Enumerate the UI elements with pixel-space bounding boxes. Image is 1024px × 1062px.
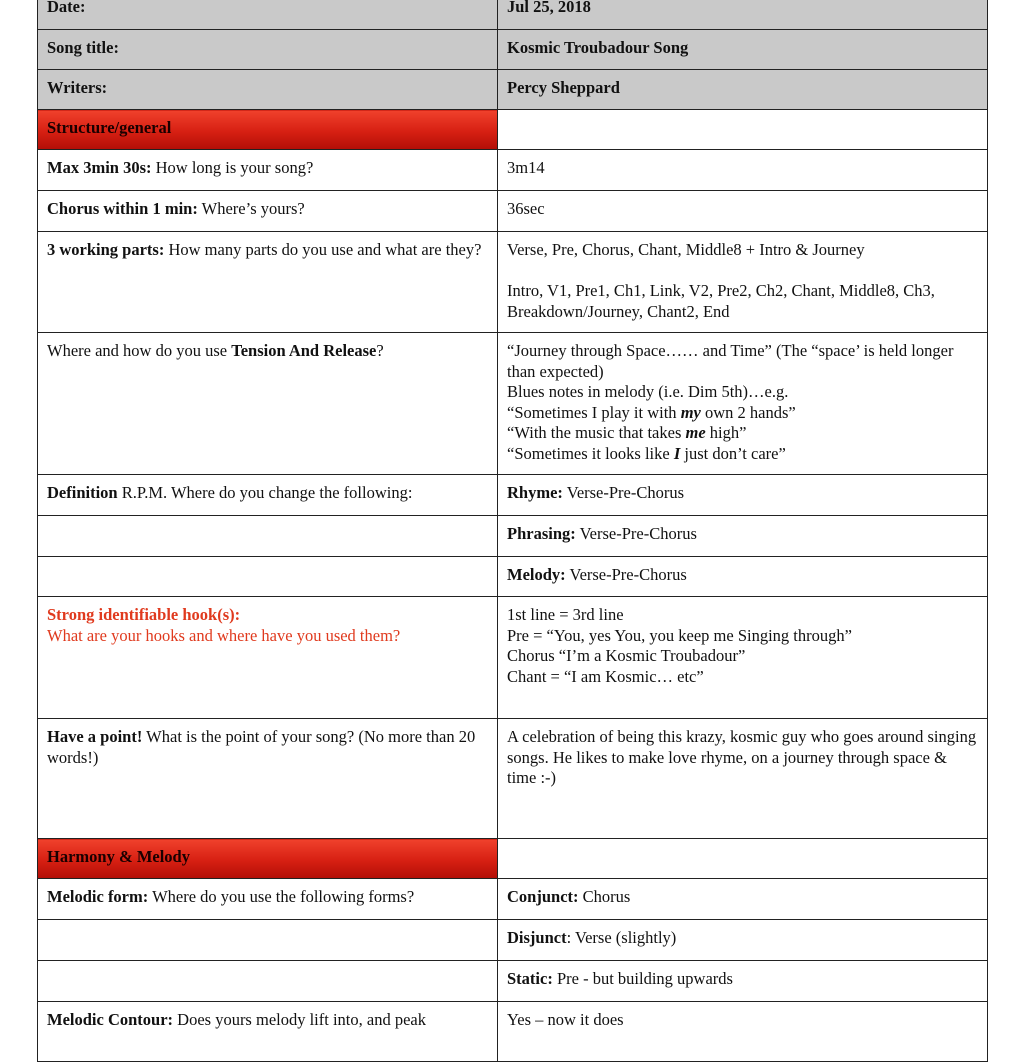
paragraph-gap bbox=[507, 261, 978, 282]
rpm-prompt: R.P.M. Where do you change the following: bbox=[117, 483, 413, 502]
chorus-timing-question bbox=[38, 191, 498, 232]
rpm-phrasing-row bbox=[38, 516, 988, 557]
hooks-criterion: Strong identifiable hook(s): bbox=[47, 605, 241, 624]
conjunct-value: Chorus bbox=[578, 887, 631, 906]
hooks-answer-line: Chorus “I’m a Kosmic Troubadour” bbox=[507, 646, 746, 665]
empty-question-cell bbox=[38, 516, 498, 557]
static-value: Pre - but building upwards bbox=[552, 969, 733, 988]
working-parts-answer-line: Verse, Pre, Chorus, Chant, Middle8 + Intro & Journey bbox=[507, 240, 865, 259]
working-parts-prompt: How many parts do you use and what are they? bbox=[164, 240, 482, 259]
writers-value: Percy Sheppard bbox=[498, 70, 988, 110]
section-empty-cell bbox=[498, 110, 988, 150]
hooks-answer bbox=[498, 597, 988, 719]
tension-criterion: Tension And Release bbox=[231, 341, 377, 360]
melody-value: Verse-Pre-Chorus bbox=[565, 565, 687, 584]
lyric-text: high” bbox=[705, 423, 747, 442]
lyric-emphasis: I bbox=[673, 443, 681, 463]
melodic-form-question bbox=[38, 879, 498, 920]
point-criterion: Have a point! bbox=[47, 727, 143, 746]
tension-release-row bbox=[38, 333, 988, 475]
empty-question-cell bbox=[38, 961, 498, 1002]
melody-answer bbox=[498, 557, 988, 597]
max-length-question bbox=[38, 150, 498, 191]
tension-prompt-start: Where and how do you use bbox=[47, 341, 232, 360]
disjunct-label: Disjunct bbox=[507, 928, 567, 947]
hooks-question bbox=[38, 597, 498, 719]
static-answer bbox=[498, 961, 988, 1002]
tension-answer-line: Blues notes in melody (i.e. Dim 5th)…e.g. bbox=[507, 382, 789, 401]
rpm-rhyme-row bbox=[38, 475, 988, 516]
disjunct-value: : Verse (slightly) bbox=[566, 928, 677, 947]
writers-label: Writers: bbox=[38, 70, 498, 110]
hooks-prompt: What are your hooks and where have you used them? bbox=[47, 625, 401, 645]
max-length-criterion: Max 3min 30s: bbox=[47, 158, 152, 177]
lyric-emphasis: my bbox=[680, 402, 701, 422]
phrasing-label: Phrasing: bbox=[507, 524, 576, 543]
lyric-text: “Sometimes I play it with bbox=[507, 402, 681, 422]
melodic-form-disjunct-row bbox=[38, 920, 988, 961]
tension-release-answer bbox=[498, 333, 988, 475]
melodic-form-prompt: Where do you use the following forms? bbox=[148, 887, 415, 906]
conjunct-answer bbox=[498, 879, 988, 920]
lyric-text: “With the music that takes bbox=[507, 423, 686, 442]
max-length-row bbox=[38, 150, 988, 191]
max-length-answer: 3m14 bbox=[498, 150, 988, 191]
phrasing-answer bbox=[498, 516, 988, 557]
lyric-text: “Sometimes it looks like bbox=[507, 443, 674, 463]
point-answer: A celebration of being this krazy, kosmic guy who goes around singing songs. He likes to make love rhyme, on a journey through space & time :-) bbox=[498, 719, 988, 839]
lyric-text: own 2 hands” bbox=[700, 402, 796, 422]
rhyme-label: Rhyme: bbox=[507, 483, 563, 502]
max-length-prompt: How long is your song? bbox=[151, 158, 314, 177]
lyric-emphasis: me bbox=[685, 423, 706, 442]
working-parts-row bbox=[38, 232, 988, 333]
melodic-contour-criterion: Melodic Contour: bbox=[47, 1010, 174, 1029]
empty-question-cell bbox=[38, 557, 498, 597]
chorus-timing-answer: 36sec bbox=[498, 191, 988, 232]
writers-row bbox=[38, 70, 988, 110]
rpm-criterion: Definition bbox=[47, 483, 118, 502]
date-value: Jul 25, 2018 bbox=[498, 0, 988, 30]
song-title-label: Song title: bbox=[38, 30, 498, 70]
lyric-text: just don’t care” bbox=[680, 443, 786, 463]
melody-label: Melody: bbox=[507, 565, 566, 584]
tension-answer-line: “Journey through Space…… and Time” (The “space’ is held longer than expected) bbox=[507, 341, 954, 381]
section-row-structure bbox=[38, 110, 988, 150]
rhyme-answer bbox=[498, 475, 988, 516]
rhyme-value: Verse-Pre-Chorus bbox=[562, 483, 685, 502]
static-label: Static: bbox=[507, 969, 553, 988]
working-parts-criterion: 3 working parts: bbox=[47, 240, 165, 259]
tension-prompt-end: ? bbox=[376, 341, 384, 360]
hooks-answer-line: 1st line = 3rd line bbox=[507, 605, 624, 624]
chorus-timing-criterion: Chorus within 1 min: bbox=[47, 199, 198, 218]
melodic-contour-prompt: Does yours melody lift into, and peak bbox=[173, 1010, 426, 1029]
tension-answer-line bbox=[507, 403, 978, 424]
melodic-form-criterion: Melodic form: bbox=[47, 887, 149, 906]
tension-answer-line bbox=[507, 423, 978, 444]
working-parts-answer-line: Intro, V1, Pre1, Ch1, Link, V2, Pre2, Ch2, Chant, Middle8, Ch3, Breakdown/Journey, Chant2, End bbox=[507, 281, 935, 321]
rpm-melody-row bbox=[38, 557, 988, 597]
tension-answer-line bbox=[507, 444, 978, 465]
melodic-form-conjunct-row bbox=[38, 879, 988, 920]
section-heading-structure: Structure/general bbox=[38, 110, 498, 150]
date-label: Date: bbox=[38, 0, 498, 30]
melodic-contour-answer: Yes – now it does bbox=[498, 1002, 988, 1062]
working-parts-answer bbox=[498, 232, 988, 333]
song-title-row bbox=[38, 30, 988, 70]
song-title-value: Kosmic Troubadour Song bbox=[498, 30, 988, 70]
disjunct-answer bbox=[498, 920, 988, 961]
point-row bbox=[38, 719, 988, 839]
section-empty-cell bbox=[498, 839, 988, 879]
hooks-answer-line: Chant = “I am Kosmic… etc” bbox=[507, 666, 704, 686]
hooks-row bbox=[38, 597, 988, 719]
section-heading-harmony: Harmony & Melody bbox=[38, 839, 498, 879]
chorus-timing-prompt: Where’s yours? bbox=[197, 199, 305, 218]
empty-question-cell bbox=[38, 920, 498, 961]
melodic-form-static-row bbox=[38, 961, 988, 1002]
conjunct-label: Conjunct: bbox=[507, 887, 579, 906]
melodic-contour-row bbox=[38, 1002, 988, 1062]
point-question bbox=[38, 719, 498, 839]
hooks-answer-line: Pre = “You, yes You, you keep me Singing through” bbox=[507, 625, 852, 645]
chorus-timing-row bbox=[38, 191, 988, 232]
point-prompt: What is the point of your song? (No more than 20 words!) bbox=[47, 727, 476, 767]
rpm-question bbox=[38, 475, 498, 516]
section-row-harmony bbox=[38, 839, 988, 879]
date-row bbox=[38, 0, 988, 30]
tension-release-question bbox=[38, 333, 498, 475]
working-parts-question bbox=[38, 232, 498, 333]
melodic-contour-question bbox=[38, 1002, 498, 1062]
songwriting-checklist-table bbox=[37, 0, 988, 1062]
phrasing-value: Verse-Pre-Chorus bbox=[575, 524, 697, 543]
